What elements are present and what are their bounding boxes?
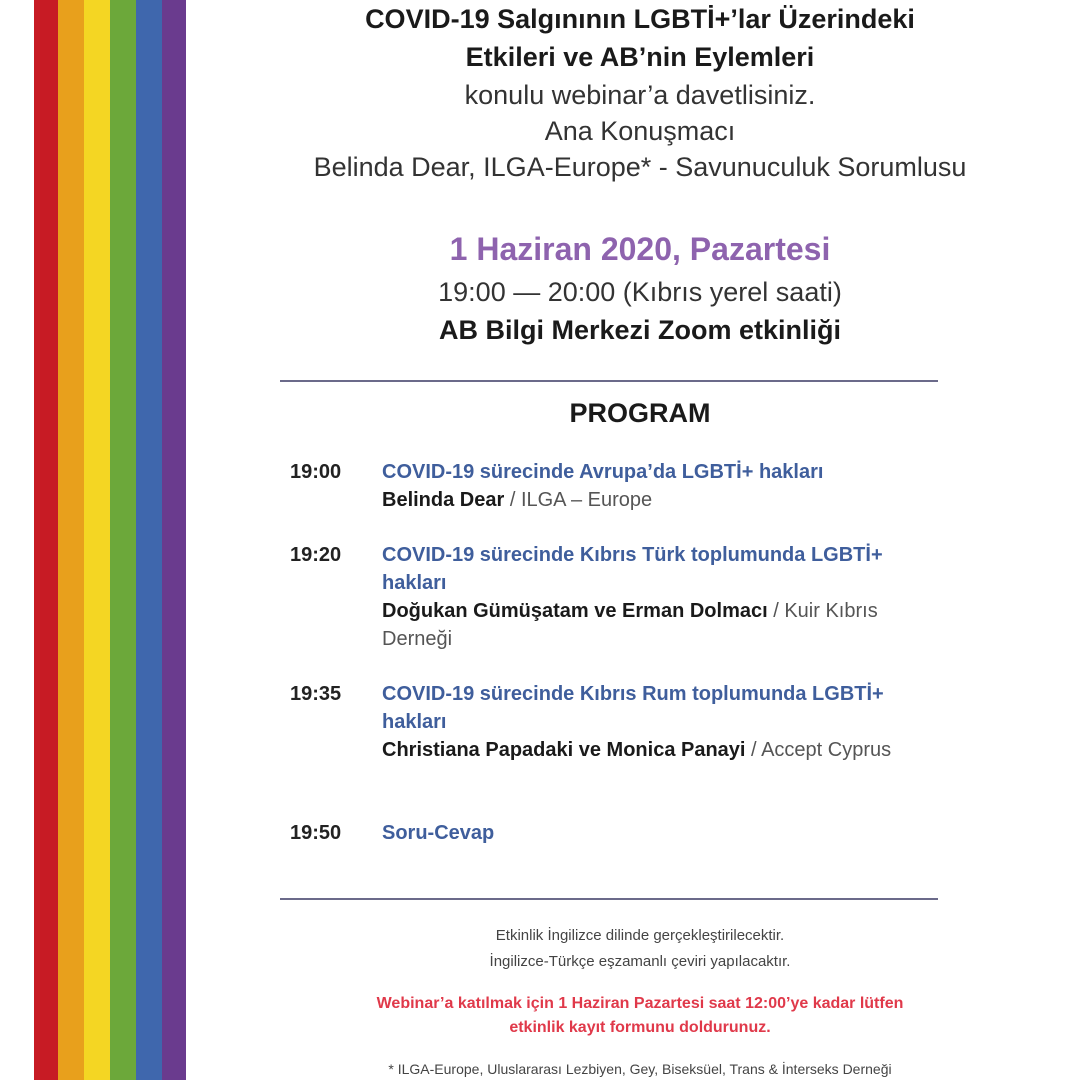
- program-time: 19:00: [290, 461, 342, 483]
- program-item: [290, 458, 930, 518]
- program-item: [290, 819, 930, 849]
- program-body: [382, 458, 922, 514]
- title-line-2: Etkileri ve AB’nin Eylemleri: [465, 42, 815, 72]
- program-org: Kuir Kıbrıs Derneği: [382, 600, 878, 650]
- stripe-yellow: [84, 0, 110, 1080]
- program-item: [290, 541, 930, 657]
- program-speakers: Christiana Papadaki ve Monica Panayi: [382, 739, 746, 761]
- program-separator: /: [745, 739, 762, 761]
- program-item: [290, 680, 930, 796]
- language-note: Etkinlik İngilizce dilinde gerçekleştirilecektir.: [495, 927, 785, 944]
- program-title: PROGRAM: [569, 398, 711, 428]
- program-speakers: Belinda Dear: [382, 489, 505, 511]
- keynote-speaker: Belinda Dear, ILGA-Europe* - Savunuculuk Sorumlusu: [313, 152, 967, 182]
- program-time: 19:50: [290, 822, 342, 844]
- program-separator: /: [767, 600, 785, 622]
- footnote: * ILGA-Europe, Uluslararası Lezbiyen, Gey, Biseksüel, Trans & İnterseks Derneği: [388, 1061, 892, 1077]
- event-date: 1 Haziran 2020, Pazartesi: [449, 231, 831, 267]
- divider-top: [280, 380, 938, 382]
- rainbow-stripes: [34, 0, 188, 1080]
- program-topic: COVID-19 sürecinde Kıbrıs Türk toplumunda LGBTİ+ hakları: [382, 544, 883, 594]
- program-speakers: Doğukan Gümüşatam ve Erman Dolmacı: [382, 600, 768, 622]
- program-topic: COVID-19 sürecinde Kıbrıs Rum toplumunda LGBTİ+ hakları: [382, 683, 884, 733]
- program-topic: COVID-19 sürecinde Avrupa’da LGBTİ+ hakları: [382, 461, 824, 483]
- program-time: 19:35: [290, 683, 342, 705]
- speaker-label: Ana Konuşmacı: [544, 116, 736, 146]
- stripe-purple: [162, 0, 186, 1080]
- program-body: [382, 680, 922, 764]
- event-time: 19:00 — 20:00 (Kıbrıs yerel saati): [438, 277, 842, 307]
- stripe-blue: [136, 0, 162, 1080]
- translation-note: İngilizce-Türkçe eşzamanlı çeviri yapılacaktır.: [489, 953, 791, 970]
- program-body: [382, 541, 922, 653]
- event-venue: AB Bilgi Merkezi Zoom etkinliği: [438, 315, 842, 345]
- title-line-1: COVID-19 Salgınının LGBTİ+’lar Üzerindeki: [365, 4, 915, 34]
- registration-cta-line-1: Webinar’a katılmak için 1 Haziran Pazartesi saat 12:00’ye kadar lütfen: [376, 995, 904, 1012]
- invite-text: konulu webinar’a davetlisiniz.: [464, 80, 816, 110]
- program-body: [382, 819, 922, 847]
- stripe-orange: [58, 0, 84, 1080]
- program-separator: /: [504, 489, 521, 511]
- divider-bottom: [280, 898, 938, 900]
- program-topic: Soru-Cevap: [382, 822, 495, 844]
- stripe-green: [110, 0, 136, 1080]
- program-time: 19:20: [290, 544, 342, 566]
- registration-cta-line-2: etkinlik kayıt formunu doldurunuz.: [509, 1019, 771, 1036]
- program-org: ILGA – Europe: [520, 489, 653, 511]
- program-org: Accept Cyprus: [761, 739, 892, 761]
- stripe-red: [34, 0, 58, 1080]
